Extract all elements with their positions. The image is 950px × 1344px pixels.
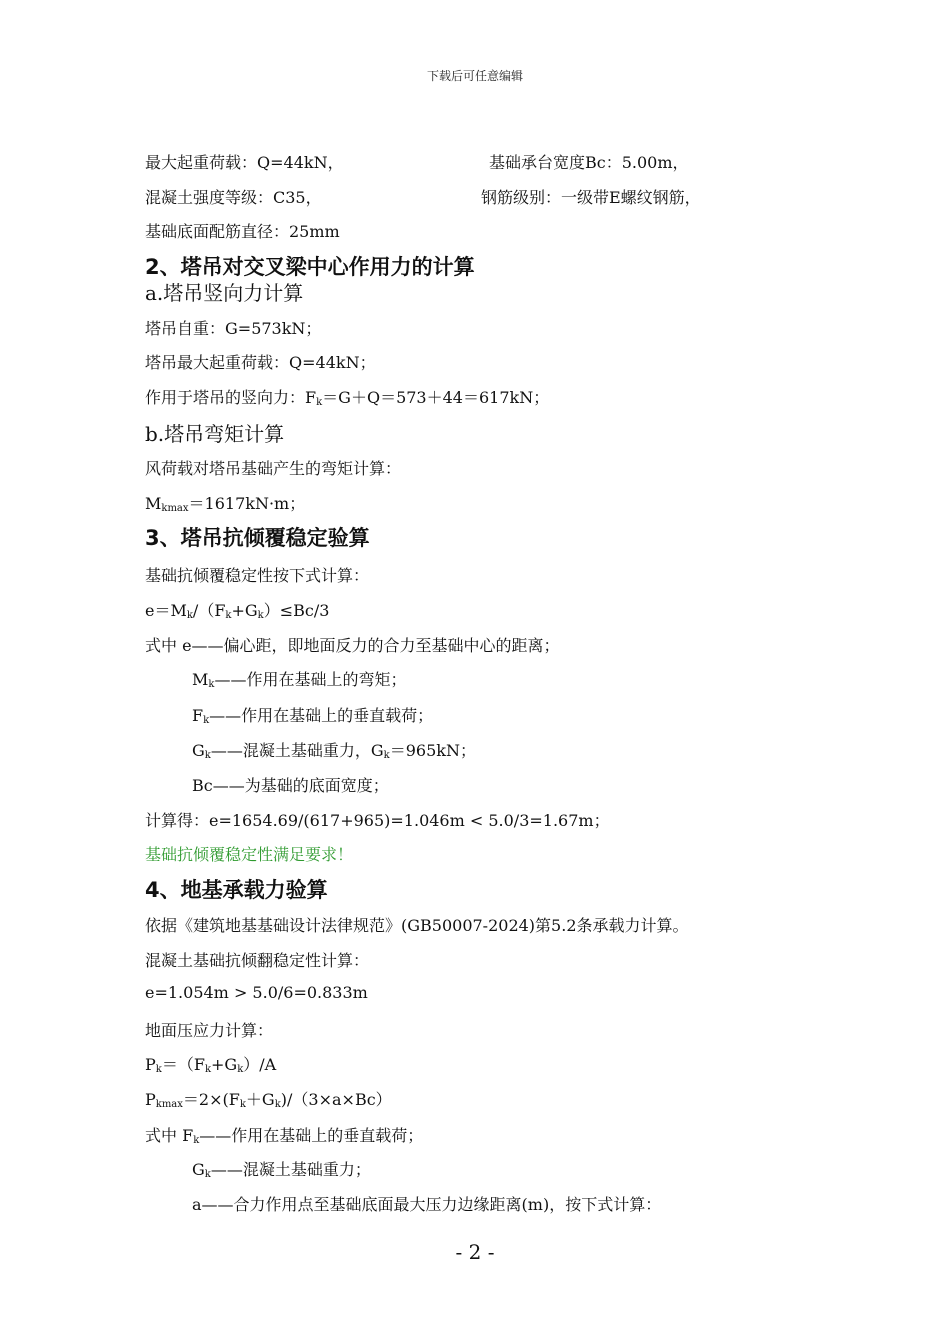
vertical-force-line [145,385,549,408]
section-3-heading: 3、塔吊抗倾覆稳定验算 [145,526,370,550]
formula-part-2: /（F [192,601,226,620]
moment-value-line [145,491,305,514]
def-force-2-sub: k [193,1135,200,1146]
def-force-2-letter: 式中 F [145,1126,194,1145]
formula-sub-1: k [186,610,193,621]
pkmax-part-2: ＝2×(F [182,1090,240,1109]
def-force-sub: k [203,715,210,726]
subsection-b-heading: b.塔吊弯矩计算 [145,422,285,446]
def-a-line: a——合力作用点至基础底面最大压力边缘距离(m)，按下式计算： [192,1195,662,1214]
pk-letter: P [145,1055,156,1074]
pkmax-part-4: )/（3×a×Bc） [280,1090,392,1109]
page-number: - 2 - [455,1240,495,1264]
def-gravity-2-sub: k [204,1169,211,1180]
base-width-line: 基础承台宽度Bc：5.00m， [489,153,689,172]
pk-sub-3: k [237,1064,244,1075]
def-gravity-line [192,738,476,761]
self-weight-line: 塔吊自重：G=573kN； [145,319,322,338]
section-2-heading: 2、塔吊对交叉梁中心作用力的计算 [145,255,475,279]
pk-sub-2: k [204,1064,211,1075]
vertical-force-prefix: 作用于塔吊的竖向力：F [145,388,317,407]
def-gravity-sub-2: k [383,750,390,761]
def-eccentricity-line: 式中 e——偏心距，即地面反力的合力至基础中心的距离； [145,636,560,655]
moment-intro-line: 风荷载对塔吊基础产生的弯矩计算： [145,459,402,478]
formula-part-4: ）≤Bc/3 [263,601,330,620]
def-force-text: ——作用在基础上的垂直载荷； [209,706,434,725]
def-gravity-2-line [192,1157,371,1180]
def-moment-line [192,667,406,690]
rebar-diameter-line: 基础底面配筋直径：25mm [145,222,340,241]
vertical-force-sub: k [316,397,323,408]
pk-formula-line [145,1052,276,1075]
formula-part-3: +G [231,601,258,620]
pkmax-formula-line [145,1087,392,1110]
stability-result-line: 计算得：e=1654.69/(617+965)=1.046m < 5.0/3=1.67m； [145,811,610,830]
def-force-line [192,703,433,726]
def-moment-text: ——作用在基础上的弯矩； [214,670,407,689]
stability-ok-line: 基础抗倾覆稳定性满足要求！ [145,845,354,864]
stability-intro-line: 基础抗倾覆稳定性按下式计算： [145,566,370,585]
def-moment-sub: k [208,679,215,690]
pk-part-3: +G [211,1055,238,1074]
pkmax-sub-2: k [239,1099,246,1110]
subsection-a-heading: a.塔吊竖向力计算 [145,281,304,305]
formula-sub-2: k [225,610,232,621]
max-load-line: 最大起重荷载：Q=44kN， [145,153,344,172]
pk-part-4: ）/A [243,1055,277,1074]
def-gravity-letter: G [192,741,205,760]
formula-sub-3: k [257,610,264,621]
moment-letter: M [145,494,162,513]
pkmax-sub-3: k [274,1099,281,1110]
vertical-force-rest: ＝G＋Q＝573＋44＝617kN； [322,388,550,407]
def-width-line: Bc——为基础的底面宽度； [192,776,389,795]
def-force-2-text: ——作用在基础上的垂直载荷； [199,1126,424,1145]
stability-formula-line [145,598,329,621]
pkmax-part-3: ＋G [245,1090,275,1109]
def-gravity-sub: k [204,750,211,761]
def-gravity-2-text: ——混凝土基础重力； [210,1160,371,1179]
def-moment-letter: M [192,670,209,689]
def-force-2-line [145,1123,423,1146]
pk-part-2: ＝（F [161,1055,205,1074]
page-header: 下载后可任意编辑 [426,69,523,83]
eccentricity-check-line: e=1.054m > 5.0/6=0.833m [145,983,368,1002]
def-gravity-text: ——混凝土基础重力，G [210,741,384,760]
overturn-check-line: 混凝土基础抗倾翻稳定性计算： [145,951,370,970]
def-force-letter: F [192,706,204,725]
max-lift-load-line: 塔吊最大起重荷载：Q=44kN； [145,353,376,372]
def-gravity-2-letter: G [192,1160,205,1179]
rebar-grade-line: 钢筋级别：一级带E螺纹钢筋， [481,188,701,207]
pressure-intro-line: 地面压应力计算： [145,1021,274,1040]
concrete-grade-line: 混凝土强度等级：C35， [145,188,322,207]
section-4-heading: 4、地基承载力验算 [145,878,328,902]
formula-part-1: e＝M [145,601,187,620]
pk-sub: k [155,1064,162,1075]
code-basis-line: 依据《建筑地基基础设计法律规范》(GB50007-2024)第5.2条承载力计算。 [145,916,689,935]
pkmax-letter: P [145,1090,156,1109]
def-gravity-value: ＝965kN； [389,741,476,760]
moment-rest: ＝1617kN·m； [188,494,306,513]
pkmax-sub: kmax [155,1099,183,1110]
moment-sub: kmax [161,503,189,514]
